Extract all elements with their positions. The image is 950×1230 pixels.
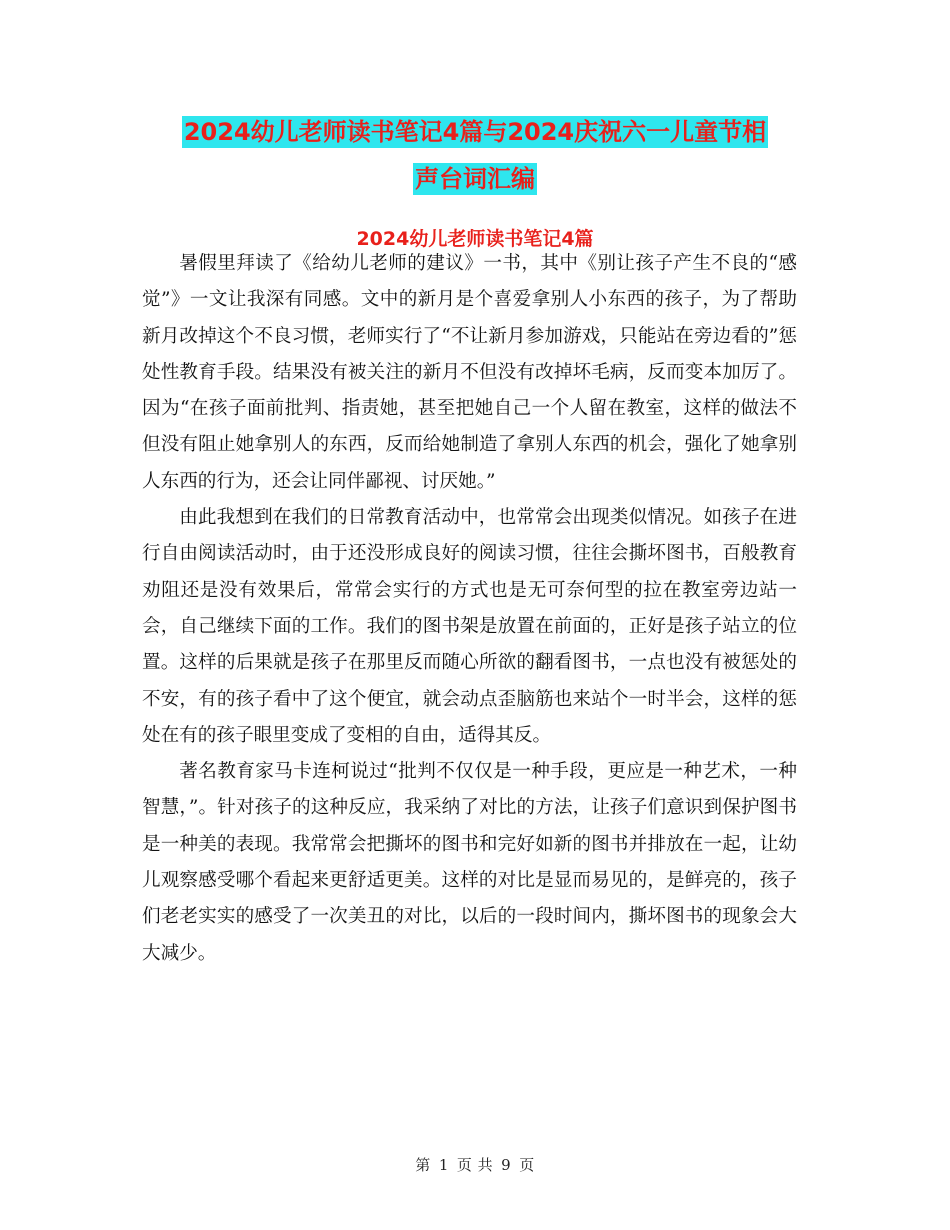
footer-total-pages: 9: [501, 1156, 512, 1174]
section-heading: 2024幼儿老师读书笔记4篇: [356, 228, 594, 250]
body-text: [142, 246, 797, 972]
page-footer: [0, 1154, 950, 1175]
title-line-2: 声台词汇编: [415, 165, 535, 193]
title-line-1: 2024幼儿老师读书笔记4篇与2024庆祝六一儿童节相: [183, 118, 767, 146]
paragraph: 著名教育家马卡连柯说过“批判不仅仅是一种手段，更应是一种艺术，一种智慧，”。针对孩子的这种反应，我采纳了对比的方法，让孩子们意识到保护图书是一种美的表现。我常常会把撕坏的图书和完好如新的图书并排放在一起，让幼儿观察感受哪个看起来更舒适更美。这样的对比是显而易见的，是鲜亮的，孩子们老老实实的感受了一次美丑的对比，以后的一段时间内，撕坏图书的现象会大大减少。: [142, 761, 797, 964]
footer-middle: 页 共: [456, 1156, 494, 1174]
document-title: [140, 110, 810, 204]
footer-prefix: 第: [415, 1156, 431, 1174]
footer-suffix: 页: [519, 1156, 535, 1174]
footer-page-number: 1: [438, 1156, 449, 1174]
paragraph: 由此我想到在我们的日常教育活动中，也常常会出现类似情况。如孩子在进行自由阅读活动时，由于还没形成良好的阅读习惯，往往会撕坏图书，百般教育劝阻还是没有效果后，常常会实行的方式也是无可奈何型的拉在教室旁边站一会，自己继续下面的工作。我们的图书架是放置在前面的，正好是孩子站立的位置。这样的后果就是孩子在那里反而随心所欲的翻看图书，一点也没有被惩处的不安，有的孩子看中了这个便宜，就会动点歪脑筋也来站个一时半会，这样的惩处在有的孩子眼里变成了变相的自由，适得其反。: [142, 507, 797, 746]
paragraph: 暑假里拜读了《给幼儿老师的建议》一书，其中《别让孩子产生不良的“感觉”》一文让我深有同感。文中的新月是个喜爱拿别人小东西的孩子，为了帮助新月改掉这个不良习惯，老师实行了“不让新月参加游戏，只能站在旁边看的”惩处性教育手段。结果没有被关注的新月不但没有改掉坏毛病，反而变本加厉了。因为“在孩子面前批判、指责她，甚至把她自己一个人留在教室，这样的做法不但没有阻止她拿别人的东西，反而给她制造了拿别人东西的机会，强化了她拿别人东西的行为，还会让同伴鄙视、讨厌她。”: [142, 253, 797, 492]
